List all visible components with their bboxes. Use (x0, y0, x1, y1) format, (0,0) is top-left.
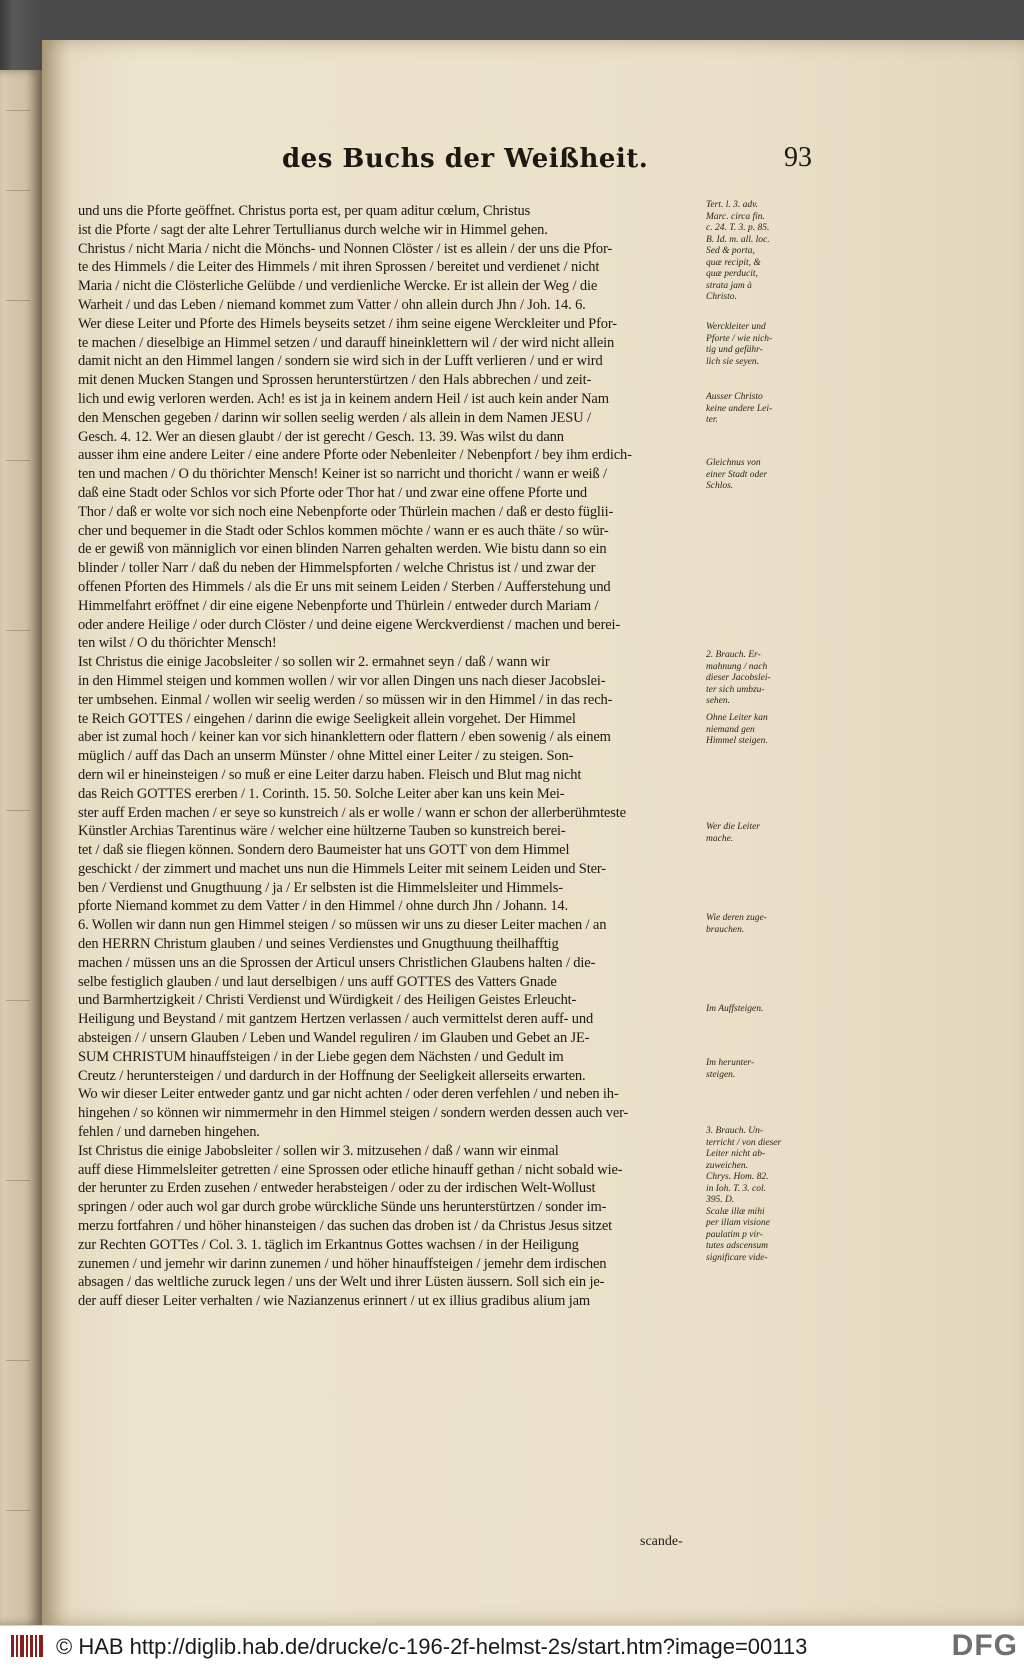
margin-note-line: Christo. (706, 292, 737, 302)
text-line: Warheit / und das Leben / niemand kommet zum Vatter / ohn allein durch Jhn / Joh. 14. 6. (78, 296, 586, 313)
margin-note (706, 913, 816, 936)
text-line: auff diese Himmelsleiter getretten / eine Sprossen oder etliche hinauff gethan / nicht sobald wie- (78, 1161, 623, 1178)
text-line: absagen / das weltliche zuruck legen / uns der Welt und ihrer Lüsten äussern. Soll sich ein je- (78, 1274, 605, 1291)
main-text (78, 202, 700, 1311)
text-line: ter umbsehen. Einmal / wollen wir seelig werden / so müssen wir in den Himmel / in das rech- (78, 691, 613, 708)
margin-note-line: Leiter nicht ab- (706, 1149, 766, 1159)
page-header (252, 140, 812, 186)
margin-note-line: Ausser Christo (706, 392, 763, 402)
text-line: der herunter zu Erden zusehen / entweder herabsteigen / oder zu der irdischen Welt-Wollust (78, 1180, 596, 1197)
text-line: ten und machen / O du thörichter Mensch! Keiner ist so narricht und thoricht / wann er weiß / (78, 466, 607, 483)
text-line: zunemen / und jemehr wir darinn zunemen / und höher hinauffsteigen / jemehr dem irdischen (78, 1255, 607, 1272)
margin-note-line: strata jam à (706, 280, 752, 291)
text-line: ausser ihm eine andere Leiter / eine andere Pforte oder Nebenleiter / Nebenpfort / bey ihm erdich- (78, 447, 632, 464)
text-line: ster auff Erden machen / er seye so kunstreich / als er wolle / wann er schon der allerberühmteste (78, 804, 626, 821)
dfg-logo: DFG (951, 1629, 1018, 1662)
margin-note-line: significare vide- (706, 1252, 768, 1263)
text-line: in den Himmel steigen und kommen wollen / wir vor allen Dingen uns nach dieser Jacobslei- (78, 672, 606, 689)
margin-note-line: sehen. (706, 696, 731, 706)
footer-bar (0, 1625, 1024, 1666)
text-line: Maria / nicht die Clösterliche Gelübde / und verdienliche Wercke. Er ist allein der Weg / die (78, 278, 598, 295)
text-line: offenen Pforten des Himmels / als die Er uns mit seinem Leiden / Sterben / Aufferstehung und (78, 578, 611, 595)
text-line: Himmelfahrt eröffnet / dir eine eigene Nebenpforte und Thürlein / entweder durch Mariam / (78, 597, 599, 614)
text-line: oder andere Heilige / oder durch Clöster / und deine eigene Werckverdienst / machen und berei- (78, 616, 621, 633)
text-line: mit denen Mucken Stangen und Sprossen herunterstürtzen / den Hals abbrechen / und zeit- (78, 372, 592, 389)
text-line: zur Rechten GOTTes / Col. 3. 1. täglich im Erkantnus Gottes wachsen / in der Heiligung (78, 1236, 579, 1253)
margin-note-line: Wer die Leiter (706, 822, 761, 832)
margin-note-line: Wie deren zuge- (706, 913, 767, 923)
margin-note (706, 713, 816, 748)
margin-note (706, 322, 816, 368)
margin-note-line: Chrys. Hom. 82. (706, 1172, 769, 1182)
margin-note-line: Ohne Leiter kan (706, 713, 768, 723)
text-line: de er gewiß von männiglich vor einen blinden Narren gehalten werden. Wie bistu dann so ein (78, 541, 607, 558)
text-line: und uns die Pforte geöffnet. Christus porta est, per quam aditur cœlum, Christus (78, 203, 531, 219)
margin-note-line: einer Stadt oder (706, 469, 768, 480)
text-line: 6. Wollen wir dann nun gen Himmel steigen / so müssen wir uns zu dieser Leiter machen / an (78, 917, 607, 934)
text-line: Künstler Archias Tarentinus wäre / welcher eine hültzerne Tauben so kunstreich berei- (78, 823, 566, 840)
text-line: pforte Niemand kommet zu dem Vatter / in den Himmel / ohne durch Jhn / Johann. 14. (78, 898, 568, 915)
margin-note-line: B. Id. m. all. loc. (706, 234, 770, 245)
margin-note-line: ter. (706, 415, 718, 425)
margin-note-line: brauchen. (706, 924, 745, 935)
margin-note (706, 458, 816, 493)
text-line: dern wil er hineinsteigen / so muß er eine Leiter darzu haben. Fleisch und Blut mag nicht (78, 766, 582, 783)
margin-note-line: per illam visione (706, 1218, 770, 1228)
text-line: blinder / toller Narr / daß du neben der Himmelspforten / welche Christus ist / und zwar der (78, 560, 596, 577)
text-line: Ist Christus die einige Jabobsleiter / sollen wir 3. mitzusehen / daß / wann wir einmal (78, 1142, 559, 1159)
running-title: des Buchs der Weißheit. (282, 144, 649, 174)
text-line: selbe festiglich glauben / und laut derselbigen / uns auff GOTTES des Vatters Gnade (78, 973, 557, 990)
margin-note-line: quæ recipit, & (706, 257, 761, 268)
text-line: daß eine Stadt oder Schlos vor sich Pforte oder Thor hat / und zwar eine offene Pforte und (78, 484, 588, 501)
margin-note (706, 650, 816, 708)
text-line: absteigen / / unsern Glauben / Leben und Wandel reguliren / im Glauben und Gebet an JE- (78, 1030, 590, 1047)
margin-note-line: dieser Jacobslei- (706, 673, 771, 683)
text-line: te des Himmels / die Leiter des Himmels / mit ihren Sprossen / bereitet und verdienet / nicht (78, 259, 600, 276)
margin-note (706, 822, 816, 845)
margin-note-line: tutes adscensum (706, 1241, 769, 1251)
margin-note-line: Marc. circa fin. (706, 211, 765, 222)
text-line: fehlen / und darneben hingehen. (78, 1124, 260, 1141)
margin-note-line: Tert. l. 3. adv. (706, 200, 758, 210)
text-line: Thor / daß er wolte vor sich noch eine Nebenpforte oder Thürlein machen / daß er desto füglii- (78, 503, 614, 520)
margin-note-line: tig und gefähr- (706, 345, 763, 355)
margin-note (706, 1058, 816, 1081)
hab-barcode-icon (10, 1634, 46, 1658)
text-line: und Barmhertzigkeit / Christi Verdienst und Würdigkeit / des Heiligen Geistes Erleucht- (78, 992, 577, 1009)
text-line: ten wilst / O du thörichter Mensch! (78, 635, 277, 652)
page-number: 93 (784, 142, 812, 173)
text-line: merzu fortfahren / und höher hinansteigen / das suchen das droben ist / da Christus Jesus sitzet (78, 1218, 613, 1235)
text-line: cher und bequemer in die Stadt oder Schlos kommen möchte / wann er es auch thäte / so wür- (78, 522, 609, 539)
text-line: Wer diese Leiter und Pforte des Himels beyseits setzet / ihm seine eigene Werckleiter und Pfor- (78, 315, 617, 332)
margin-note-line: terricht / von dieser (706, 1137, 782, 1148)
margin-note-line: Himmel steigen. (706, 736, 768, 746)
previous-page-edge (0, 70, 42, 1625)
text-line: machen / müssen uns an die Sprossen der Articul unsers Christlichen Glaubens halten / die- (78, 954, 596, 971)
margin-note-line: ter sich umbzu- (706, 684, 765, 695)
margin-note-line: c. 24. T. 3. p. 85. (706, 223, 770, 233)
text-line: Heiligung und Beystand / mit gantzem Hertzen verlassen / auch vermittelst deren auff- und (78, 1011, 594, 1028)
margin-note-line: quæ perducit, (706, 269, 758, 279)
copyright-url-text[interactable]: © HAB http://diglib.hab.de/drucke/c-196-2f-helmst-2s/start.htm?image=00113 (56, 1634, 808, 1659)
text-line: Gesch. 4. 12. Wer an diesen glaubt / der ist gerecht / Gesch. 13. 39. Was wilst du dann (78, 428, 564, 445)
text-line: ist die Pforte / sagt der alte Lehrer Tertullianus durch welche wir in Himmel gehen. (78, 221, 548, 238)
margin-note-line: Werckleiter und (706, 322, 766, 332)
text-line: lich und ewig verloren werden. Ach! es ist ja in keinem andern Heil / ist auch kein ander Nam (78, 390, 609, 407)
margin-note (706, 1126, 816, 1264)
text-line: den Menschen gegeben / darinn wir sollen seelig werden / als allein in dem Namen JESU / (78, 409, 591, 426)
margin-note-line: Im herunter- (706, 1058, 755, 1068)
text-line: müglich / auff das Dach an unserm Münster / ohne Mittel einer Leiter / zu steigen. Son- (78, 748, 574, 765)
margin-note-line: steigen. (706, 1069, 736, 1080)
text-line: SUM CHRISTUM hinauffsteigen / in der Liebe gegen dem Nächsten / und Gedult im (78, 1048, 564, 1065)
margin-note (706, 392, 816, 427)
margin-note-line: Pforte / wie nich- (706, 333, 773, 344)
text-line: te machen / dieselbige an Himmel setzen / und darauff hineinklettern wil / der wird nicht allein (78, 334, 615, 351)
text-line: Ist Christus die einige Jacobsleiter / so sollen wir 2. ermahnet seyn / daß / wann wir (78, 654, 550, 671)
margin-note-line: zuweichen. (706, 1160, 748, 1171)
margin-note (706, 1004, 816, 1016)
text-line: aber ist zumal hoch / keiner kan vor sich hinanklettern oder flattern / eben sowenig / als einem (78, 729, 611, 746)
margin-note-line: Schlos. (706, 481, 734, 491)
margin-note-line: lich sie seyen. (706, 356, 760, 367)
margin-note-line: niemand gen (706, 724, 755, 735)
text-line: damit nicht an den Himmel langen / sondern sie wird sich in der Lufft verlieren / und er wird (78, 353, 603, 370)
text-line: der auff dieser Leiter verhalten / wie Nazianzenus erinnert / ut ex illius gradibus alium jam (78, 1293, 591, 1310)
margin-note-line: Sed & porta, (706, 246, 755, 256)
margin-note-line: mache. (706, 833, 734, 844)
margin-note-line: 395. D. (706, 1195, 735, 1205)
text-line: hingehen / so können wir nimmermehr in den Himmel steigen / sondern werden dessen auch ver- (78, 1105, 629, 1122)
text-line: tet / daß sie fliegen können. Sondern dero Baumeister hat uns GOTT von dem Himmel (78, 842, 570, 859)
margin-note-line: keine andere Lei- (706, 403, 773, 414)
margin-note-line: Gleichnus von (706, 458, 761, 468)
text-line: Creutz / heruntersteigen / und dardurch in der Hoffnung der Seeligkeit allerseits erwarten. (78, 1067, 586, 1084)
margin-note-line: in Ioh. T. 3. col. (706, 1183, 766, 1194)
margin-note-line: 3. Brauch. Un- (706, 1126, 763, 1136)
text-line: te Reich GOTTES / eingehen / darinn die ewige Seeligkeit allein vorgehet. Der Himmel (78, 710, 576, 727)
text-line: geschickt / der zimmert und machet uns nun die Himmels Leiter mit seinem Leiden und Ster- (78, 860, 606, 877)
text-line: Christus / nicht Maria / nicht die Mönchs- und Nonnen Clöster / ist es allein / der uns die Pfor- (78, 240, 613, 257)
margin-note-line: Scalæ illæ mihi (706, 1206, 765, 1217)
text-line: das Reich GOTTES ererben / 1. Corinth. 15. 50. Solche Leiter aber kan uns kein Mei- (78, 785, 565, 802)
catchword: scande- (640, 1534, 683, 1549)
margin-note-line: paulatim p vir- (706, 1229, 763, 1240)
book-page (42, 40, 1024, 1625)
margin-note-line: Im Auffsteigen. (706, 1004, 764, 1014)
margin-note (706, 200, 816, 304)
text-line: springen / oder auch wol gar durch grobe würckliche Sünde uns herunterstürtzen / sonder im- (78, 1199, 607, 1216)
margin-note-line: 2. Brauch. Er- (706, 650, 761, 660)
text-line: Wo wir dieser Leiter entweder gantz und gar nicht achten / oder deren verfehlen / und neben ih- (78, 1086, 619, 1103)
text-line: ben / Verdienst und Gnugthuung / ja / Er selbsten ist die Himmelsleiter und Himmels- (78, 879, 563, 896)
text-line: den HERRN Christum glauben / und seines Verdienstes und Gnugthuung theilhafftig (78, 936, 559, 953)
margin-note-line: mahnung / nach (706, 661, 768, 672)
